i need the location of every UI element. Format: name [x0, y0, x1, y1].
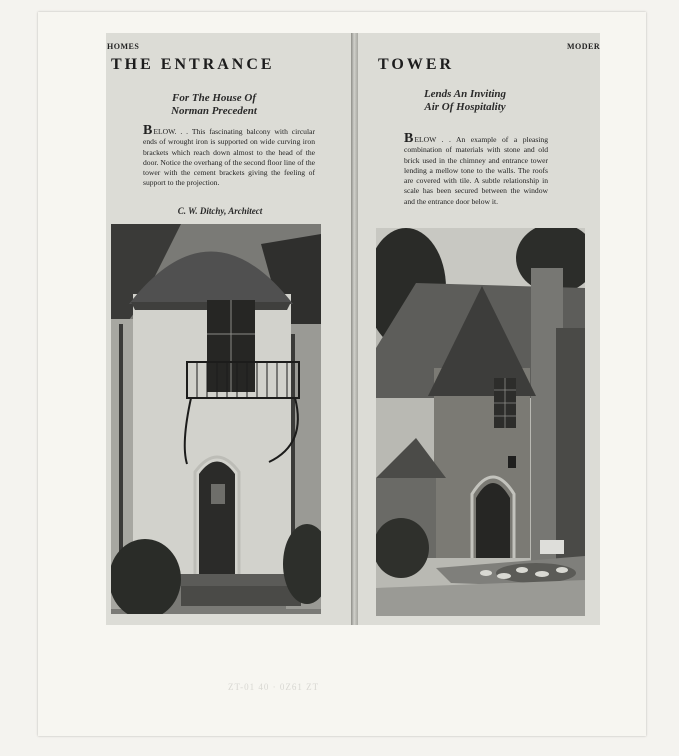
deck-right-line-2: Air Of Hospitality: [424, 101, 506, 113]
deck-left-line-1: For The House Of: [171, 92, 257, 104]
deck-right-line-1: Lends An Inviting: [423, 88, 507, 100]
dropcap-left: B: [143, 123, 154, 138]
running-head-left: HOMES: [107, 42, 140, 51]
photo-brick-tower: [376, 228, 585, 616]
headline-right: TOWER: [378, 56, 455, 73]
faint-bottom-marking: ZT-01 40 · 0Z61 ZT: [228, 682, 320, 692]
brick-tower-illustration: [376, 228, 585, 616]
architect-credit: C. W. Ditchy, Architect: [177, 206, 263, 216]
dropcap-right: B: [404, 131, 415, 146]
page-gutter: [351, 33, 358, 625]
photo-stucco-tower: [111, 224, 321, 614]
body-left-text: ELOW. . . This fascinating balcony with circular ends of wrought iron is supported on wide curving iron brackets which reach down almost to the head of the door. Notice the overhang of the second floor line of the tower with the cement brackets giving the feeling of support to the projection.: [143, 127, 315, 188]
body-right-text: ELOW . . An example of a pleasing combination of materials with stone and old brick used in the chimney and entrance tower lending a mellow tone to the walls. The roofs are covered with tile. A subtle relationship in scale has been secured between the window and the entrance door below it.: [404, 135, 548, 206]
stucco-tower-illustration: [111, 224, 321, 614]
headline-left: THE ENTRANCE: [111, 56, 275, 73]
running-head-right: MODER: [567, 42, 601, 51]
deck-left: [114, 92, 314, 118]
deck-right: [365, 88, 565, 114]
body-text-right: [404, 131, 548, 207]
body-text-left: [143, 123, 315, 189]
deck-left-line-2: Norman Precedent: [171, 105, 257, 117]
